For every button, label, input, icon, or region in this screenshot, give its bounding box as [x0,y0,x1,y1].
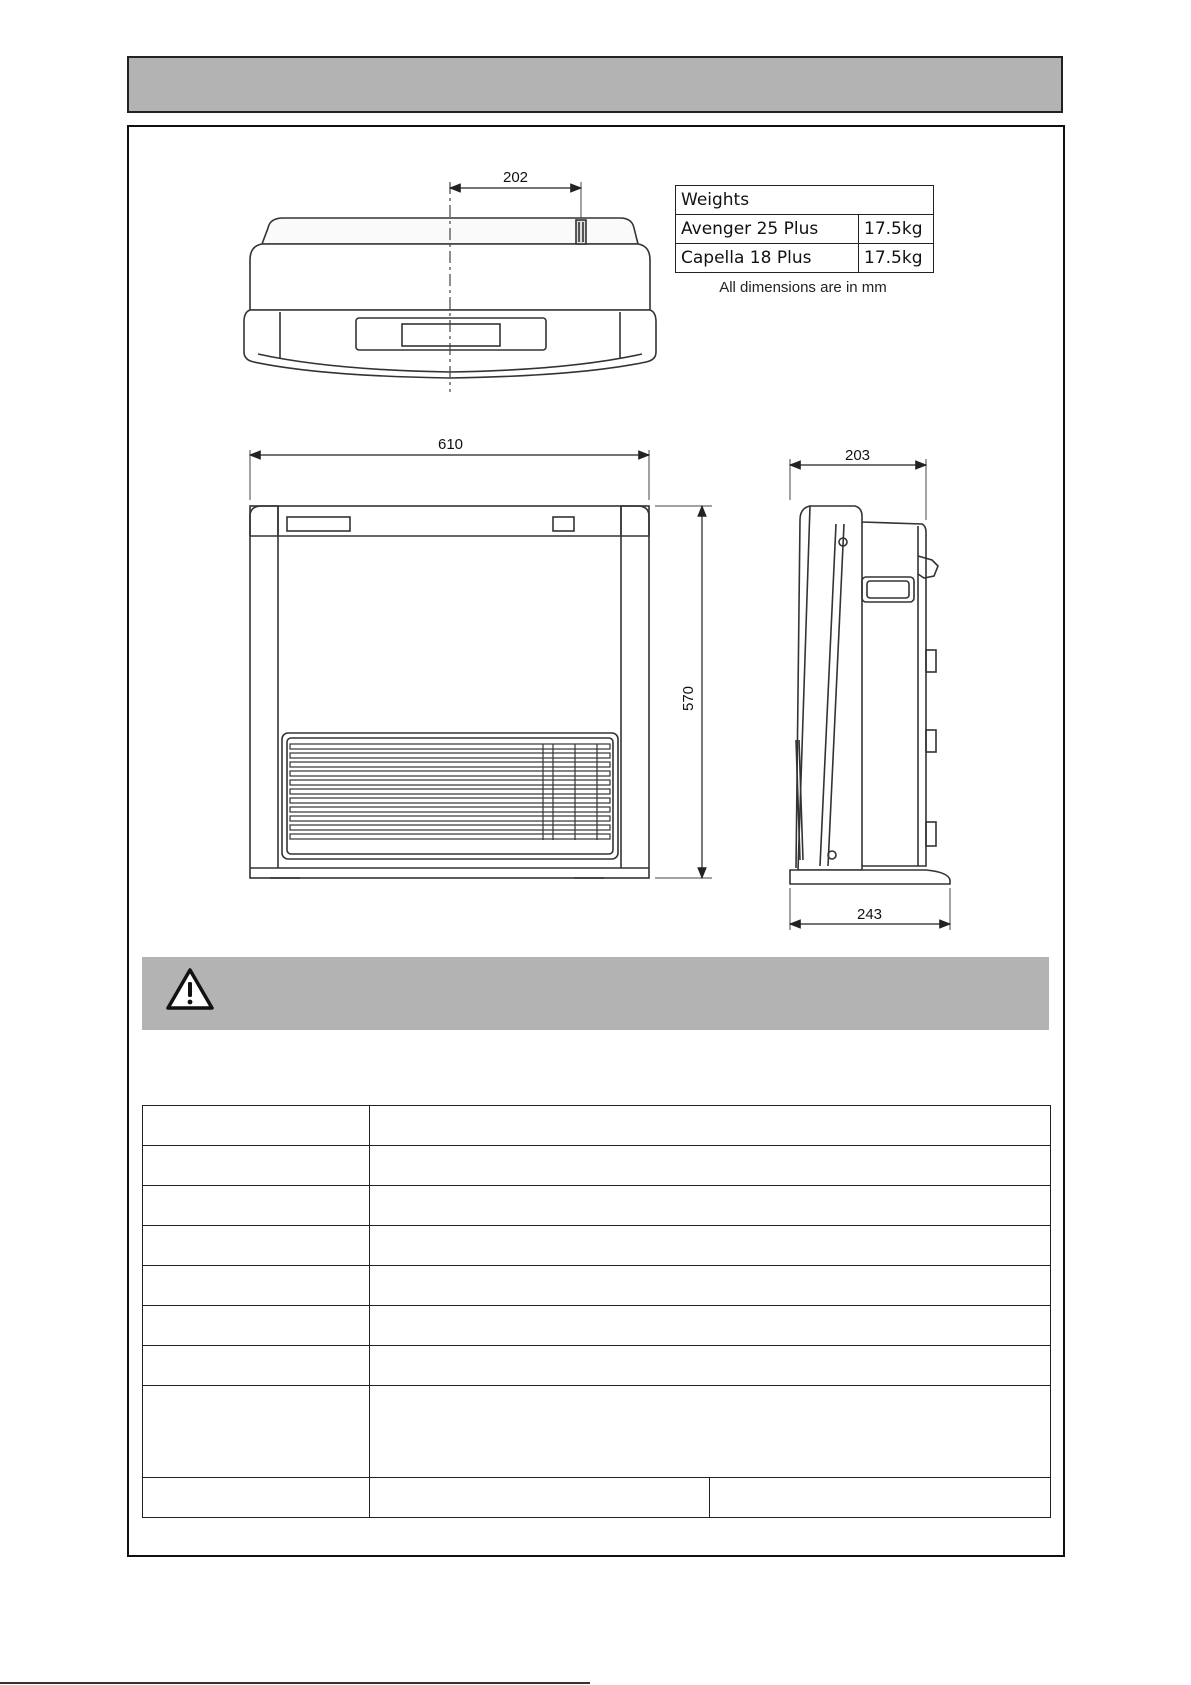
table-row [143,1386,1051,1478]
dimension-label-top-depth: 203 [845,447,871,464]
dimension-label-knob-offset: 202 [503,169,529,186]
table-cell [143,1346,370,1386]
table-cell [143,1386,370,1478]
table-cell [370,1226,1051,1266]
table-cell [143,1106,370,1146]
table-cell [143,1478,370,1518]
table-row [143,1266,1051,1306]
table-cell [370,1146,1051,1186]
table-cell [370,1306,1051,1346]
table-cell [370,1478,710,1518]
table-cell [143,1226,370,1266]
table-row [143,1306,1051,1346]
table-cell [143,1146,370,1186]
table-cell [143,1266,370,1306]
front-view-drawing [250,506,649,878]
specification-table [142,1105,1051,1518]
dimension-label-base-depth: 243 [857,906,883,923]
side-view-drawing [790,506,950,884]
table-row [143,1186,1051,1226]
table-row [676,244,934,273]
weights-value: 17.5kg [859,215,934,244]
warning-bar [142,957,1049,1030]
table-row [143,1478,1051,1518]
dimension-label-width: 610 [438,436,464,453]
table-cell [710,1478,1051,1518]
warning-triangle-icon [164,966,216,1012]
table-row [143,1346,1051,1386]
table-cell [143,1306,370,1346]
table-cell [370,1346,1051,1386]
table-cell [370,1106,1051,1146]
dimensions-note: All dimensions are in mm [719,279,887,296]
table-row [143,1106,1051,1146]
table-cell [370,1186,1051,1226]
weights-table-title: Weights [676,186,934,215]
table-cell [143,1186,370,1226]
weights-model-name: Avenger 25 Plus [676,215,859,244]
footer-line [0,1682,590,1684]
weights-model-name: Capella 18 Plus [676,244,859,273]
table-row [143,1226,1051,1266]
table-cell [370,1266,1051,1306]
weights-table [675,185,934,273]
table-row [143,1146,1051,1186]
table-row [676,215,934,244]
table-cell [370,1386,1051,1478]
weights-value: 17.5kg [859,244,934,273]
dimension-label-height: 570 [680,685,698,712]
